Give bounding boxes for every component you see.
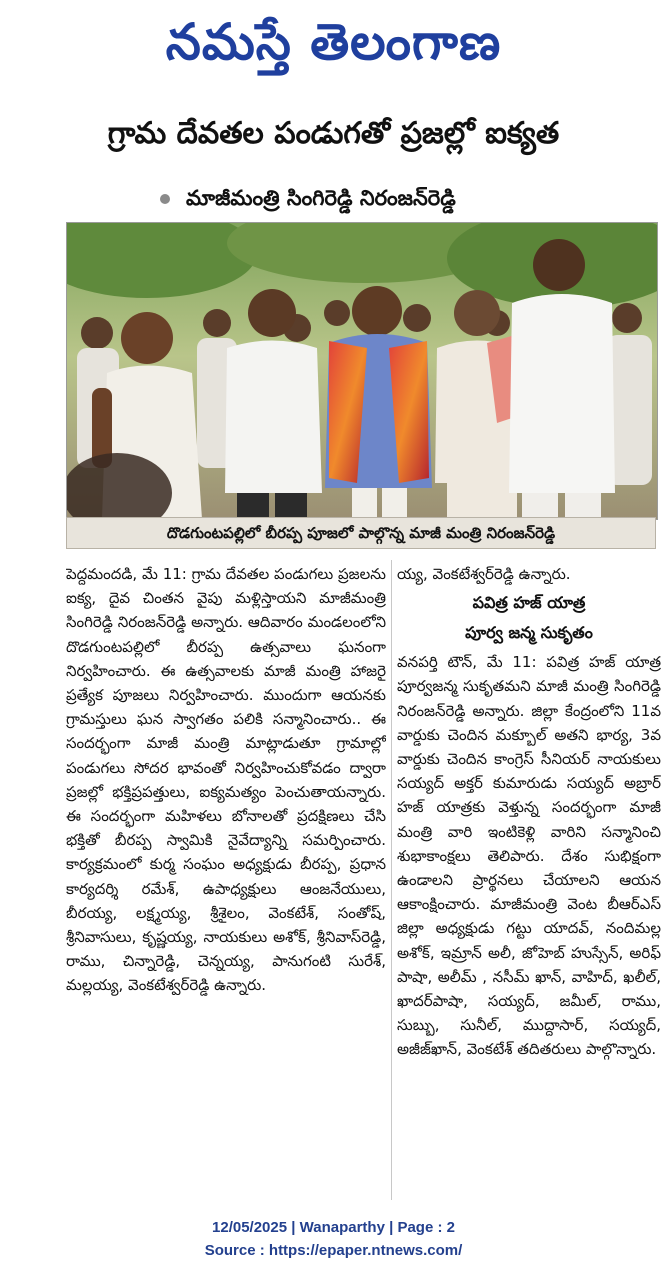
main-story-continuation: య్య, వెంకటేశ్వర్‌రెడ్డి ఉన్నారు.	[397, 565, 571, 583]
bullet-icon	[160, 194, 170, 204]
second-headline-line1: పవిత్ర హజ్ యాత్ర	[472, 593, 586, 613]
main-story-text: పెద్దమందడి, మే 11: గ్రామ దేవతల పండుగలు ప్రజలను ఐక్య, దైవ చింతన వైపు మళ్లిస్తాయని మాజీమంత్రి సింగిరెడ్డి నిరంజన్‌రెడ్డి అన్నారు. ఆదివారం మండలంలోని దొడగుంటపల్లిలో బీరప్ప ఉత్సవాలు ఘనంగా నిర్వహించారు. ఈ ఉత్సవాలకు మాజీ మంత్రి హాజరై ప్రత్యేక పూజలు నిర్వహించారు. ముందుగా ఆయనకు గ్రామస్తులు ఘన స్వాగతం పలికి సన్మానించారు.. ఈ సందర్భంగా మాజీ మంత్రి మాట్లాడుతూ గ్రామాల్లో పండుగలు సోదర భావంతో నిర్వహించుకోవడం ద్వారా ప్రజల్లో భక్తిప్రపత్తులు, ఐక్యమత్యం పెంచుతాయన్నారు. ఈ సందర్భంగా మహిళలు బోనాలతో ప్రదక్షిణలు చేసి భక్తితో బీరప్ప స్వామికి నైవేద్యాన్ని సమర్పించారు. కార్యక్రమంలో కుర్మ సంఘం అధ్యక్షుడు బీరప్ప, ప్రధాన కార్యదర్శి రమేశ్, ఉపాధ్యక్షులు ఆంజనేయులు, బీరయ్య, లక్ష్మయ్య, శ్రీశైలం, వెంకటేశ్, సంతోష్, శ్రీనివాసులు, కృష్ణయ్య, నాయకులు అశోక్, శ్రీనివాస్‌రెడ్డి, రాము, చిన్నారెడ్డి, చెన్నయ్య, పానుగంటి సురేశ్, మల్లయ్య, వెంకటేశ్వర్‌రెడ్డి ఉన్నారు.	[66, 565, 386, 995]
photo-caption: దొడగుంటపల్లిలో బీరప్ప పూజలో పాల్గొన్న మాజీ మంత్రి నిరంజన్‌రెడ్డి	[66, 517, 656, 549]
second-headline-line2: పూర్వ జన్మ సుకృతం	[465, 623, 593, 643]
footer	[0, 1216, 667, 1262]
footer-source-line: Source : https://epaper.ntnews.com/	[204, 1242, 463, 1259]
news-photo	[66, 222, 658, 520]
masthead-title	[0, 6, 667, 78]
headline: గ్రామ దేవతల పండుగతో ప్రజల్లో ఐక్యత	[107, 116, 560, 151]
footer-date-line: 12/05/2025 | Wanaparthy | Page : 2	[212, 1219, 455, 1236]
column-divider	[391, 560, 392, 1200]
right-column	[397, 562, 661, 1202]
subhead	[160, 180, 640, 216]
second-story-text: వనపర్తి టౌన్, మే 11: పవిత్ర హజ్ యాత్ర పూర్వజన్మ సుకృతమని మాజీ మంత్రి సింగిరెడ్డి నిరంజన్‌రెడ్డి అన్నారు. జిల్లా కేంద్రంలోని 11వ వార్డుకు చెందిన మక్బూల్ అతని భార్య, 3వ వార్డుకు చెందిన కాంగ్రెస్ సీనియర్ నాయకులు సయ్యద్ అక్తర్ కుమారుడు సయ్యద్ అబ్రార్ హజ్ యాత్రకు వెళ్తున్న సందర్భంగా మాజీ మంత్రి వారి ఇంటికెళ్లి వారిని సన్మానించి శుభాకాంక్షలు తెలిపారు. దేశం సుభిక్షంగా ఉండాలని ప్రార్థనలు చేయాలని ఆయన ఆకాంక్షించారు. మాజీమంత్రి వెంట బీఆర్‌ఎస్ జిల్లా అధ్యక్షుడు గట్టు యాదవ్, నందిమల్ల అశోక్, ఇమ్రాన్ అలీ, జోహెబ్ హుస్సేన్, అరిఫ్ పాషా, అలీమ్ , నసీమ్ ఖాన్, వాహిద్, ఖలీల్, ఖాదర్‌పాషా, సయ్యద్, జమీల్, రాము, సుబ్బు, సునీల్, ముద్దాసార్, సయ్యద్, అజీజ్‌ఖాన్, వెంకటేశ్ తదితరులు పాల్గొన్నారు.	[397, 653, 661, 1059]
main-story-column	[66, 562, 386, 1202]
subhead-text: మాజీమంత్రి సింగిరెడ్డి నిరంజన్‌రెడ్డి	[186, 186, 456, 210]
masthead-text: నమస్తే తెలంగాణ	[165, 13, 502, 71]
